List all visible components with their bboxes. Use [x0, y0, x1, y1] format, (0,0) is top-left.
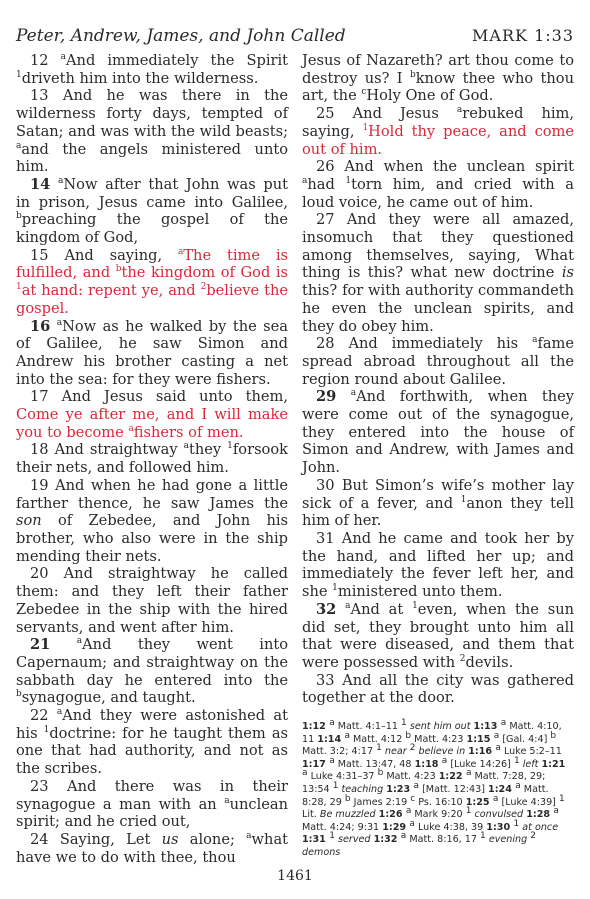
- verse-text: is: [561, 264, 574, 282]
- verse: [16, 52, 288, 87]
- verse-text: Lit.: [302, 809, 320, 821]
- verse-text: 1:32: [373, 834, 401, 846]
- verse: [302, 105, 574, 158]
- verse: [302, 530, 574, 601]
- verse-number: 32: [316, 600, 337, 618]
- cross-reference-marker: 1: [376, 743, 382, 754]
- cross-reference-marker: 1: [329, 831, 335, 842]
- verse-text: And forthwith, when they were come out of the synagogue, they entered into the house of Simon and Andrew, with James and John.: [302, 388, 574, 477]
- cross-reference-marker: a: [553, 805, 559, 816]
- cross-reference-marker: 1: [227, 441, 233, 452]
- cross-reference-marker: a: [224, 795, 230, 806]
- verse-text: Matt. 3:2; 4:17: [302, 746, 377, 758]
- verse-number: 19: [30, 476, 49, 494]
- verse-text: Luke 4:31–37: [307, 771, 378, 783]
- verse-text: fame spread abroad throughout all the region round about Galilee.: [302, 335, 575, 388]
- verse-text: the kingdom of God is: [121, 264, 289, 282]
- cross-reference-marker: a: [329, 755, 335, 766]
- verse-text: [Matt. 12:43]: [419, 783, 489, 795]
- verse-text: son: [16, 512, 42, 530]
- verse-text: And all the city was gathered together at the door.: [302, 671, 574, 707]
- left-text-column: [16, 52, 288, 866]
- verse-text: believe the gospel.: [16, 282, 289, 317]
- cross-reference-marker: b: [115, 264, 122, 275]
- verse-text: And there was in their synagogue a man with an: [16, 777, 288, 813]
- cross-reference-marker: 1: [332, 780, 339, 791]
- verse-text: 1:16: [468, 746, 496, 758]
- cross-reference-marker: 1: [16, 282, 22, 293]
- cross-reference-marker: a: [400, 831, 407, 842]
- verse-text: Saying, Let: [59, 830, 162, 848]
- cross-reference-marker: 2: [530, 831, 537, 842]
- verse-text: 1:23: [386, 783, 414, 795]
- verse-number: 24: [30, 830, 49, 848]
- verse-number: 20: [30, 565, 49, 583]
- verse-text: [Gal. 4:4]: [499, 733, 551, 745]
- cross-reference-marker: 1: [401, 717, 407, 728]
- verse-text: convulsed: [471, 809, 524, 821]
- verse-text: Now as he walked by the sea of Galilee, he saw Simon and Andrew his brother casting a net into the sea: for they were fishers.: [16, 317, 288, 388]
- verse-text: 1:15: [466, 733, 494, 745]
- verse-number: 33: [316, 671, 335, 689]
- header-book-reference: MARK 1:33: [472, 26, 574, 45]
- cross-reference-marker: 1: [480, 831, 486, 842]
- verse-number: 16: [30, 317, 51, 335]
- cross-reference-marker: a: [302, 768, 308, 779]
- verse-text: And they went into Capernaum; and straightway on the sabbath day he entered into the: [16, 636, 289, 689]
- verse-text: 1:30: [486, 821, 514, 833]
- verse-text: us: [161, 830, 179, 848]
- verse: [16, 707, 288, 778]
- cross-reference-marker: a: [345, 600, 351, 611]
- verse-text: And when he had gone a little farther thence, he saw James the: [16, 476, 289, 512]
- verse-text: And when the unclean spirit: [344, 158, 575, 176]
- verse-text: 1:22: [438, 771, 466, 783]
- verse-text: And Jesus said unto them,: [61, 388, 289, 406]
- verse-text: Luke 4:38, 39: [414, 821, 487, 833]
- cross-reference-marker: a: [302, 176, 308, 187]
- verse: [16, 318, 288, 389]
- verse-text: what have we to do with thee, thou: [16, 830, 289, 866]
- cross-reference-marker: a: [413, 780, 420, 791]
- verse-text: Matt. 4:24; 9:31: [302, 821, 383, 833]
- verse-text: The time is fulfilled, and: [16, 246, 288, 282]
- header-section-title: Peter, Andrew, James, and John Called: [16, 26, 346, 46]
- verse-text: 1:14: [317, 733, 345, 745]
- right-text-column: [302, 52, 574, 860]
- verse-text: 1:12: [302, 721, 330, 733]
- cross-reference-marker: 1: [558, 793, 565, 804]
- verse-text: And he came and took her by the hand, and lifted her up; and immediately the fever left her, and she: [302, 529, 575, 601]
- cross-reference-marker: a: [16, 140, 22, 151]
- verse-text: Mark 9:20: [411, 809, 466, 821]
- cross-reference-marker: a: [441, 755, 448, 766]
- verse-text: And immediately his: [348, 335, 533, 353]
- verse-text: near: [381, 746, 407, 758]
- cross-reference-marker: 1: [465, 805, 472, 816]
- verse-number: 26: [316, 158, 335, 176]
- verse-text: Matt. 13:47, 48: [334, 758, 415, 770]
- verse-text: teaching: [338, 783, 384, 795]
- verse-text: Ps. 16:10: [415, 796, 466, 808]
- cross-reference-marker: 2: [409, 743, 416, 754]
- cross-reference-marker: a: [56, 317, 63, 328]
- cross-reference-marker: c: [361, 87, 367, 98]
- cross-reference-marker: 1: [460, 494, 467, 505]
- verse: [302, 477, 574, 530]
- verse-text: unclean spirit; and he cried out,: [16, 795, 288, 831]
- verse: [16, 441, 288, 476]
- verse-text: Matt. 4:1–11: [334, 721, 402, 733]
- cross-reference-marker: b: [16, 689, 22, 700]
- verse-text: and the angels ministered unto him.: [16, 140, 288, 176]
- verse-text: Now after that John was put in prison, Jesus came into Galilee,: [16, 175, 289, 211]
- verse: [16, 636, 288, 707]
- verse-text: ministered unto them.: [337, 583, 503, 601]
- verse-text: Holy One of God.: [366, 87, 494, 105]
- cross-reference-marker: b: [344, 793, 351, 804]
- cross-reference-marker: a: [76, 636, 83, 647]
- verse-text: doctrine: for he taught them as one that had authority, and not as the scribes.: [16, 724, 289, 778]
- verse-text: And Jesus: [352, 105, 457, 123]
- verse: [302, 601, 574, 672]
- verse-number: 23: [30, 777, 49, 795]
- verse-text: And they were astonished at his: [16, 707, 289, 742]
- cross-reference-marker: a: [515, 780, 521, 791]
- verse: [302, 158, 574, 211]
- verse: [16, 565, 288, 636]
- cross-reference-marker: a: [128, 423, 134, 434]
- verse-text: And straightway he called them: and they left their father Zebedee in the ship with the hired servants, and went after him.: [16, 565, 288, 636]
- verse: [16, 176, 288, 247]
- verse-text: had: [307, 175, 346, 193]
- verse-text: this? for with authority commandeth he even the unclean spirits, and they do obey him.: [302, 282, 574, 335]
- cross-reference-marker: a: [456, 105, 463, 116]
- verse-text: at once: [519, 821, 559, 833]
- cross-reference-marker: 1: [345, 176, 352, 187]
- verse-text: Jesus of Nazareth? art thou come to destroy us? I: [302, 52, 574, 87]
- cross-reference-marker: 1: [362, 122, 369, 133]
- cross-reference-marker: c: [410, 793, 416, 804]
- verse-text: 1:28: [526, 809, 554, 821]
- verse-text: driveth him into the wilderness.: [21, 69, 259, 87]
- cross-reference-marker: a: [329, 717, 335, 728]
- verse-text: Matt. 4:10, 11: [302, 721, 562, 745]
- verse-text: 1:13: [473, 721, 501, 733]
- verse-text: anon they tell him of her.: [302, 494, 574, 530]
- verse-text: synagogue, and taught.: [21, 689, 196, 707]
- verse-text: But Simon’s wife’s mother lay sick of a fever, and: [302, 476, 574, 512]
- verse-text: 1:18: [414, 758, 442, 770]
- verse-text: Come ye after me, and I will make you to become: [16, 406, 288, 441]
- verse-text: preaching the gospel of the kingdom of God,: [16, 211, 288, 247]
- cross-reference-marker: a: [60, 52, 67, 63]
- verse-text: even, when the sun did set, they brought unto him all that were diseased, and them that were possessed with: [302, 600, 574, 671]
- verse-number: 17: [30, 388, 49, 406]
- verse-number: 30: [316, 476, 335, 494]
- verse-text: Be muzzled: [319, 809, 376, 821]
- verse-text: And saying,: [64, 246, 178, 264]
- footnote-line: [302, 717, 574, 860]
- cross-reference-marker: a: [500, 717, 507, 728]
- running-header: [16, 26, 574, 50]
- verse-number: 14: [30, 175, 51, 193]
- verse-text: fishers of men.: [133, 423, 244, 441]
- verse-number: 29: [316, 388, 337, 406]
- verse-number: 12: [30, 52, 49, 69]
- verse-text: [Luke 14:26]: [447, 758, 514, 770]
- verse-text: devils.: [465, 653, 514, 671]
- verse-number: 22: [30, 707, 49, 725]
- verse: [302, 388, 574, 477]
- cross-reference-marker: b: [377, 768, 384, 779]
- cross-reference-marker: 2: [200, 282, 207, 293]
- cross-reference-marker: a: [350, 388, 357, 399]
- verse-number: 25: [316, 105, 335, 123]
- cross-reference-marker: a: [58, 176, 64, 187]
- verse-number: 21: [30, 636, 51, 654]
- verse-text: [Luke 4:39]: [498, 796, 559, 808]
- verse-text: Matt. 7:28, 29; 13:54: [302, 771, 546, 795]
- verse-text: And immediately the Spirit: [66, 52, 288, 69]
- cross-reference-marker: 1: [43, 724, 50, 735]
- verse-text: Matt. 4:12: [349, 733, 406, 745]
- verse-text: Matt. 4:23: [411, 733, 467, 745]
- verse-number: 15: [30, 246, 49, 264]
- page-number: 1461: [277, 868, 313, 884]
- verse-text: And he was there in the wilderness forty days, tempted of Satan; and was with the wild beasts;: [16, 87, 289, 140]
- verse-text: And straightway: [54, 441, 184, 459]
- verse-text: Matt. 8:16, 17: [406, 834, 481, 846]
- cross-reference-marker: b: [550, 730, 557, 741]
- verse-text: Matt. 4:23: [383, 771, 439, 783]
- verse-number: 18: [30, 441, 49, 459]
- verse-text: of Zebedee, and John his brother, who also were in the ship mending their nets.: [16, 512, 288, 565]
- verse-text: Matt. 8:28, 29: [302, 783, 549, 808]
- verse-number: 31: [316, 529, 335, 547]
- verse-text: James 2:19: [350, 796, 411, 808]
- verse-text: know thee who thou art, the: [302, 69, 574, 105]
- verse-text: And at: [350, 600, 413, 618]
- verse: [302, 672, 574, 707]
- verse-text: And they were all amazed, insomuch that they questioned among themselves, saying, What thing is this? what new doctrine: [302, 211, 574, 282]
- verse-text: served: [334, 834, 371, 846]
- verse: [16, 87, 288, 176]
- verse-text: believe in: [415, 746, 466, 758]
- cross-reference-marker: 2: [459, 654, 466, 665]
- verse: [302, 211, 574, 335]
- cross-reference-marker: a: [493, 730, 500, 741]
- cross-reference-marker: a: [183, 441, 190, 452]
- verse-number: 27: [316, 211, 335, 229]
- verse-text: 1:17: [302, 758, 330, 770]
- cross-reference-marker: a: [465, 768, 472, 779]
- verse-number: 13: [30, 87, 49, 105]
- verse-text: 1:31: [302, 834, 330, 846]
- verse: [302, 52, 574, 105]
- verse-text: 1:24: [488, 783, 516, 795]
- cross-reference-marker: 1: [513, 818, 520, 829]
- footnotes-block: [302, 717, 574, 860]
- verse: [16, 778, 288, 831]
- cross-reference-marker: a: [246, 831, 252, 842]
- verse: [16, 477, 288, 566]
- verse-text: 1:29: [382, 821, 410, 833]
- verse-text: forsook their nets, and followed him.: [16, 441, 288, 477]
- verse-text: left: [519, 758, 539, 770]
- verse-text: 1:26: [378, 809, 406, 821]
- cross-reference-marker: 1: [16, 69, 22, 80]
- verse: [16, 388, 288, 441]
- cross-reference-marker: b: [16, 211, 22, 222]
- verse-text: alone;: [178, 830, 247, 848]
- cross-reference-marker: a: [495, 743, 501, 754]
- cross-reference-marker: a: [344, 730, 350, 741]
- verse-text: Luke 5:2–11: [500, 746, 562, 758]
- cross-reference-marker: a: [492, 793, 499, 804]
- verse-number: 28: [316, 335, 335, 353]
- cross-reference-marker: a: [56, 707, 63, 718]
- verse-text: they: [189, 441, 228, 459]
- verse-text: demons: [302, 846, 341, 858]
- verse-text: sent him out: [406, 721, 471, 733]
- cross-reference-marker: a: [177, 246, 184, 257]
- verse-text: evening: [485, 834, 528, 846]
- verse: [16, 247, 288, 318]
- verse-text: torn him, and cried with a loud voice, he came out of him.: [302, 175, 574, 211]
- cross-reference-marker: 1: [412, 600, 418, 611]
- verse-text: 1:21: [541, 758, 566, 770]
- cross-reference-marker: a: [405, 805, 412, 816]
- verse-text: Hold thy peace, and come out of him.: [302, 122, 574, 158]
- right-verses: [302, 52, 574, 707]
- cross-reference-marker: 1: [513, 755, 520, 766]
- cross-reference-marker: b: [409, 69, 416, 80]
- cross-reference-marker: a: [409, 818, 415, 829]
- cross-reference-marker: 1: [332, 583, 338, 594]
- verse-text: rebuked him, saying,: [302, 105, 574, 140]
- verse: [302, 335, 574, 388]
- cross-reference-marker: a: [532, 335, 538, 346]
- cross-reference-marker: b: [405, 730, 412, 741]
- verse-text: at hand: repent ye, and: [21, 282, 201, 300]
- verse-text: 1:25: [465, 796, 493, 808]
- verse: [16, 831, 288, 866]
